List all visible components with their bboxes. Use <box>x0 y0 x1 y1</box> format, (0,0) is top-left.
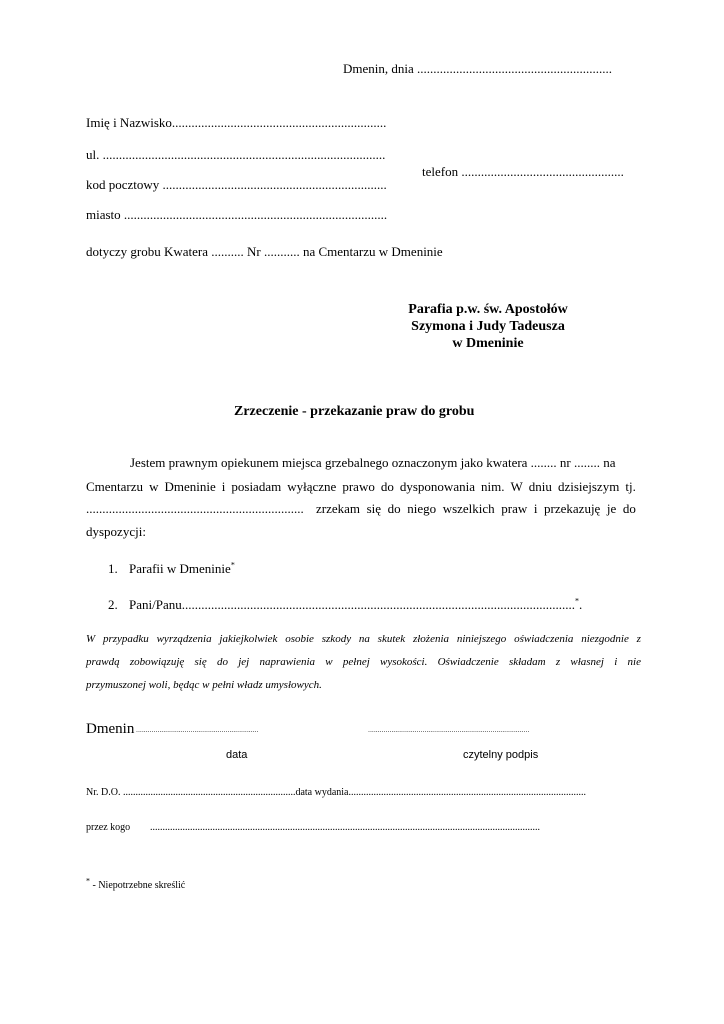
word: się <box>194 656 207 668</box>
word: nim. <box>481 479 505 494</box>
footnote-text: - Niepotrzebne skreślić <box>90 880 186 891</box>
option-2-asterisk: * <box>574 596 579 606</box>
word: W <box>86 633 96 645</box>
body-line-1: Jestem prawnym opiekunem miejsca grzebalnego oznaczonym jako kwatera ........ nr ........ na <box>130 455 616 470</box>
word: prawdą <box>86 656 120 668</box>
word: posiadam <box>231 479 282 494</box>
grave-reference-line: dotyczy grobu Kwatera .......... Nr ........... na Cmentarzu w Dmeninie <box>86 244 443 259</box>
word: z <box>555 656 561 668</box>
applicant-postal-code-line: kod pocztowy ..................................................................... <box>86 177 387 192</box>
option-2-text: Pani/Panu......................................................................................................................... <box>129 597 575 612</box>
word: nie <box>627 656 641 668</box>
option-2-number: 2. <box>108 597 118 612</box>
option-1 <box>129 561 235 577</box>
word: je <box>606 501 617 516</box>
word: jej <box>238 656 250 668</box>
word: na <box>358 633 370 645</box>
applicant-street-line: ul. ....................................................................................... <box>86 147 386 162</box>
word: prawo <box>342 479 375 494</box>
word: i <box>533 501 538 516</box>
word: przekazuję <box>544 501 601 516</box>
word: oświadczenia <box>514 633 574 645</box>
word: do <box>380 479 394 494</box>
word: Dmeninie <box>164 479 216 494</box>
word: pełnej <box>342 656 370 668</box>
word: przypadku <box>102 633 149 645</box>
word: wysokości. <box>380 656 428 668</box>
word: praw <box>501 501 528 516</box>
word: się <box>366 501 382 516</box>
word: wszelkich <box>442 501 495 516</box>
signature-sign-field: ................................................................................... <box>368 727 530 734</box>
word: własnej <box>570 656 604 668</box>
word: z <box>636 633 641 645</box>
id-document-line: Nr. D.O. .....................................................................data wydania............................................................................................... <box>86 787 586 798</box>
word: do <box>387 501 401 516</box>
word: niego <box>407 501 437 516</box>
body-line-4: dyspozycji: <box>86 524 146 539</box>
word: jakiejkolwiek <box>219 633 278 645</box>
word: i <box>221 479 226 494</box>
word: osobie <box>285 633 314 645</box>
word: Oświadczenie <box>437 656 499 668</box>
word: dysponowania <box>399 479 475 494</box>
word: niezgodnie <box>581 633 629 645</box>
word: składam <box>508 656 546 668</box>
signature-date-field: ............................................................... <box>136 727 259 734</box>
applicant-name-line: Imię i Nazwisko.................................................................. <box>86 115 387 130</box>
option-2-period: . <box>578 597 583 612</box>
option-2 <box>129 597 582 613</box>
word: do <box>622 501 636 516</box>
applicant-phone-line: telefon .................................................. <box>422 164 624 179</box>
word: i <box>614 656 618 668</box>
body-line-3-dots: ................................................................... <box>86 501 304 516</box>
place-date-line: Dmenin, dnia ............................................................ <box>343 61 613 76</box>
body-line-2 <box>86 479 636 495</box>
recipient-line-2: Szymona i Judy Tadeusza <box>411 319 565 334</box>
option-1-asterisk: * <box>230 560 235 570</box>
recipient-line-1: Parafia p.w. św. Apostołów <box>408 302 568 317</box>
word: skutek <box>377 633 406 645</box>
word: złożenia <box>412 633 450 645</box>
word: zobowiązuję <box>129 656 185 668</box>
footnote-asterisk: * <box>86 876 90 886</box>
recipient-line-3: w Dmeninie <box>452 336 524 351</box>
word: w <box>149 479 159 494</box>
word: Cmentarzu <box>86 479 144 494</box>
option-1-text: Parafii w Dmeninie <box>129 561 231 576</box>
word: szkody <box>321 633 352 645</box>
word: wyłączne <box>287 479 337 494</box>
disclaimer-line-3: przymuszonej woli, będąc w pełni władz umysłowych. <box>86 679 322 691</box>
issued-by-label: przez kogo <box>86 822 131 833</box>
document-title: Zrzeczenie - przekazanie praw do grobu <box>234 404 475 419</box>
option-1-number: 1. <box>108 561 118 576</box>
signature-date-label: data <box>226 749 248 761</box>
word: niniejszego <box>456 633 507 645</box>
word: tj. <box>625 479 636 494</box>
word: dniu <box>528 479 552 494</box>
signature-place: Dmenin <box>86 721 135 737</box>
word: w <box>325 656 333 668</box>
disclaimer-line-2 <box>86 656 641 668</box>
issued-by-field: ............................................................................................................................................................ <box>150 822 540 833</box>
footnote <box>86 876 186 891</box>
word: wyrządzenia <box>156 633 212 645</box>
signature-sign-label: czytelny podpis <box>463 749 539 761</box>
word: dzisiejszym <box>557 479 620 494</box>
word: naprawienia <box>259 656 316 668</box>
word: zrzekam <box>316 501 361 516</box>
word: W <box>510 479 523 494</box>
body-line-3 <box>316 501 636 517</box>
applicant-city-line: miasto ................................................................................. <box>86 207 388 222</box>
disclaimer-line-1 <box>86 633 641 645</box>
word: do <box>216 656 228 668</box>
